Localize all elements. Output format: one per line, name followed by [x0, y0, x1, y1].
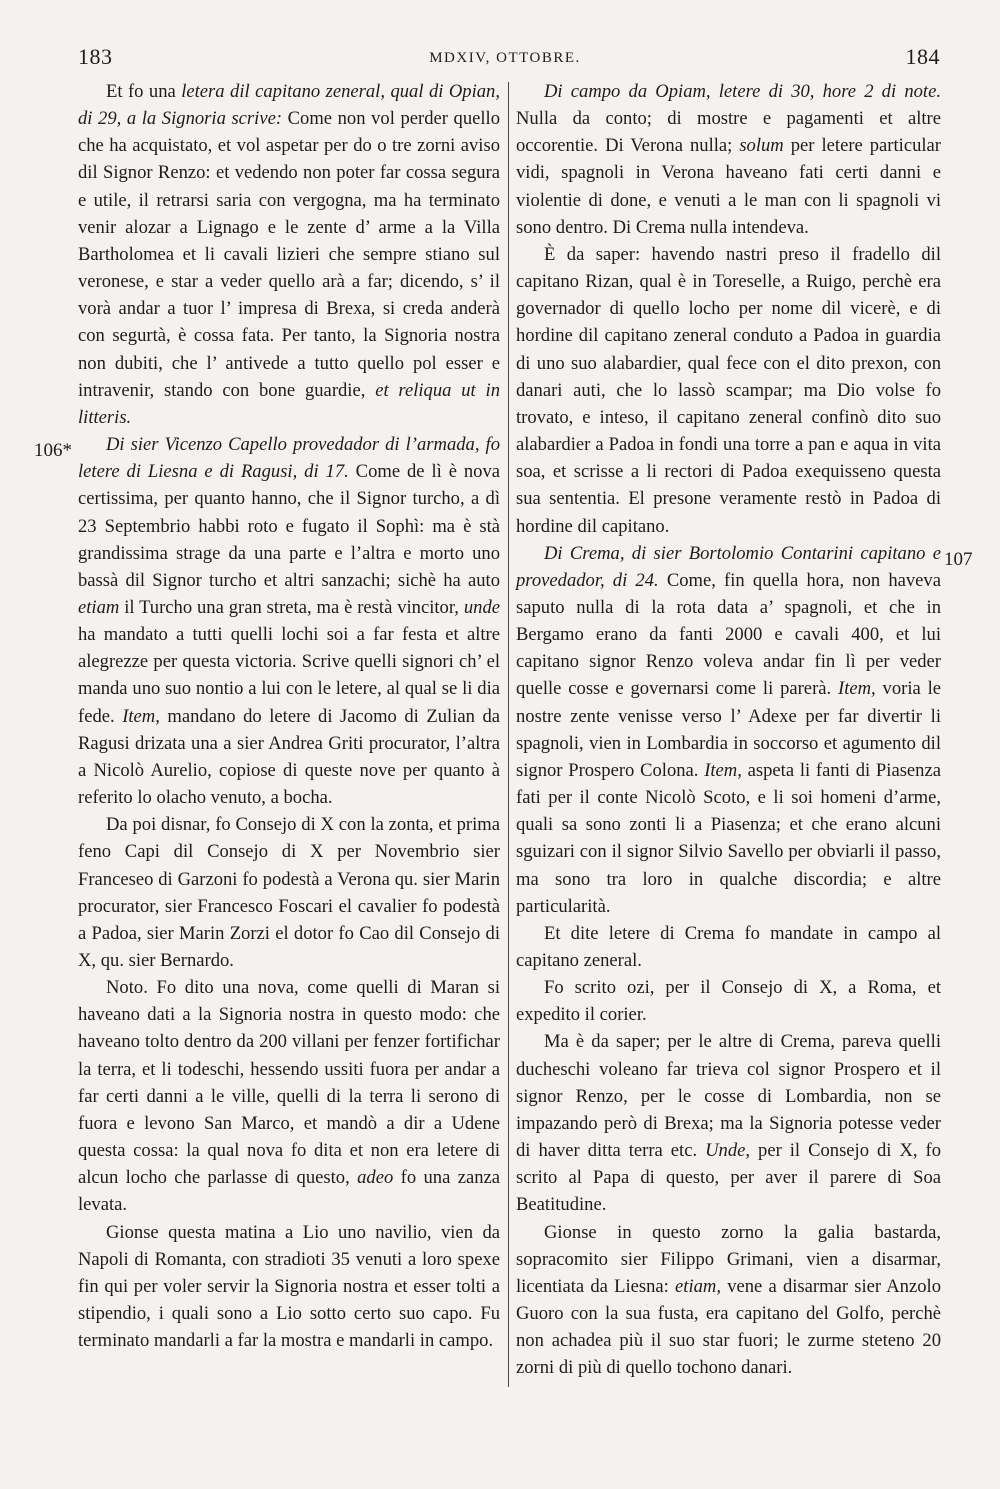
body-text: per il Consejo di X, fo scrito al Papa di questo, per aver il parere di Soa Beatitudine. — [516, 1140, 941, 1216]
page-number-left: 183 — [78, 44, 113, 69]
body-text: Et dite letere di Crema fo mandate in campo al capitano zeneral. — [516, 922, 941, 971]
paragraph — [78, 78, 500, 431]
left-column — [78, 78, 500, 1354]
italic-text: letera dil capitano zeneral, qual di Opian, di 29, a la Signoria scrive: — [78, 81, 500, 130]
body-text: vene a disarmar sier Anzolo Guoro con la sua fusta, era capitano del Golfo, perchè non achadea più il suo star fuori; le zurme steteno 20 zorni di più di quello tochono danari. — [516, 1275, 941, 1379]
body-text: ha mandato a tutti quelli lochi soi a far festa et altre alegrezze per questa victoria. Scrive quelli signori ch’ el manda uno suo nontio a lui con le letere, al qual se li dia fede. — [78, 624, 500, 727]
paragraph — [516, 540, 941, 920]
margin-note-right: 107 — [944, 549, 973, 570]
paragraph — [78, 431, 500, 811]
body-text: mandano do letere di Jacomo di Zulian da Ragusi drizata una a sier Andrea Griti procurator, l’altra a Nicolò Aurelio, copiose di queste nove per quanto à referito lo olacho venuto, a bocha. — [78, 705, 501, 809]
page-header — [70, 44, 940, 74]
body-text: Gionse questa matina a Lio uno navilio, vien da Napoli di Romanta, con stradioti 35 venuti a loro spexe fin qui per voler servir la Signoria nostra et esser tolti a stipendio, i quali sono a Lio sotto certo suo capo. Fu terminato mandarli a far la mostra e mandarli in campo. — [78, 1221, 500, 1352]
body-text: Nulla da conto; di mostre e pagamenti et altre occorentie. Di Verona nulla; — [516, 108, 941, 157]
column-divider — [508, 82, 509, 1387]
paragraph — [78, 811, 500, 974]
body-text: È da saper: havendo nastri preso il fradello dil capitano Rizan, qual è in Toreselle, a Ruigo, perchè era governador di quello locho per nome dil vicerè, e di hordine dil capitano zeneral conduto a Padoa in guardia di uno suo alabardier, qual fece con el dito prexon, con danari auti, che lo lassò scampar; ma Dio volse fo trovato, e inteso, il capitano zeneral confinò dito suo alabardier a Padoa in fondi una torre a pan e aqua in vita soa, et scrisse a li rectori di Padoa exequisseno questa sua sententia. El presone veramente restò in Padoa di hordine dil capitano. — [516, 243, 941, 537]
italic-text: etiam — [78, 596, 120, 618]
body-text: fo una zanza levata. — [78, 1167, 501, 1216]
right-column — [516, 78, 941, 1382]
italic-text: Item, — [704, 759, 742, 781]
italic-text: Item, — [122, 705, 160, 727]
body-text: Et fo una — [106, 81, 182, 102]
italic-text: et reliqua ut in litteris. — [78, 379, 500, 428]
paragraph — [516, 241, 941, 540]
body-text: Da poi disnar, fo Consejo di X con la zonta, et prima feno Capi dil Consejo di X per Novembrio sier Franceseo di Garzoni fo podestà a Verona qu. sier Marin procurator, sier Francesco Foscari el cavalier fo podestà a Padoa, sier Marin Zorzi el dotor fo Cao dil Consejo di X, qu. sier Bernardo. — [78, 814, 500, 971]
body-text: Noto. Fo dito una nova, come quelli di Maran si haveano dati a la Signoria nostra in questo modo: che haveano tolto dentro da 200 villani per fenzer fortifichar la terra, et li todeschi, hessendo ussiti fuora per andar a far certi danni a le ville, quelli di la terra li serono di fuora e levono San Marco, et mandò a dir a Udene questa cossa: la qual nova fo dita et non era letere di alcun locho che parlasse di questo, — [78, 977, 500, 1189]
body-text: voria le nostre zente venisse verso l’ Adexe per far divertir li spagnoli, vien in Lombardia in soccorso et agumento dil signor Prospero Colona. — [516, 678, 941, 781]
italic-text: Di campo da Opiam, letere di 30, hore 2 di note. — [544, 81, 941, 102]
italic-text: Unde, — [705, 1140, 751, 1162]
body-text: Come, fin quella hora, non haveva saputo nulla di la rota data a’ spagnoli, et che in Bergamo erano da fanti 2000 e cavali 400, et lui capitano signor Renzo voleva andar fin lì per veder quelle cosse e governarsi come li parerà. — [516, 569, 941, 700]
body-text: aspeta li fanti di Piasenza fati per il conte Nicolò Scoto, e li soi homeni d’arme, quali sa sono zonti li a Piasenza; et che erano alcuni sguizari con il signor Silvio Savello per obviarli il passo, ma sono tra loro in qualche discordia; e altre particularità. — [516, 759, 941, 917]
paragraph — [516, 78, 941, 241]
italic-text: etiam, — [675, 1275, 721, 1297]
italic-text: unde — [463, 596, 500, 618]
paragraph — [516, 920, 941, 974]
italic-text: Item, — [838, 678, 876, 700]
italic-text: solum — [739, 135, 784, 157]
body-text: Fo scrito ozi, per il Consejo di X, a Roma, et expedito il corier. — [516, 977, 941, 1026]
italic-text: adeo — [357, 1167, 394, 1189]
page-number-right: 184 — [905, 44, 940, 69]
running-title: MDXIV, OTTOBRE. — [429, 50, 581, 66]
italic-text: Di Crema, di sier Bortolomio Contarini capitano e provedador, di 24. — [516, 542, 941, 591]
paragraph — [516, 974, 941, 1028]
paragraph — [516, 1028, 941, 1218]
body-text: Come de lì è nova certissima, per quanto hanno, che il Signor turcho, a dì 23 Septembrio habbi roto e fugato il Sophì: ma è stà grandissima strage da una parte e l’altra e morto uno bassà dil Signor turcho et altri sanzachi; sichè ha auto — [78, 461, 500, 591]
body-text: Come non vol perder quello che ha acquistato, et vol aspetar per do o tre zorni aviso dil Signor Renzo: et vedendo non poter far cossa segura e utile, il retrarsi saria con vergogna, ma ha terminato venir alozar a Lignago e le zente d’ arme a la Villa Bartholomea et li cavali lizieri che sempre stiano sul veronese, e star a veder quello arà a far; dicendo, s’ il vorà andar a tuor l’ impresa di Brexa, si creda anderà con segurtà, è cossa fata. Per tanto, la Signoria nostra non dubiti, che l’ antivede a tutto quello pol esser e intravenir, stando con bone guardie, — [78, 108, 500, 401]
paragraph — [516, 1219, 941, 1382]
body-text: il Turcho una gran streta, ma è restà vincitor, — [119, 596, 464, 618]
paragraph — [78, 1219, 500, 1355]
paragraph — [78, 974, 500, 1218]
margin-note-left: 106* — [34, 440, 72, 461]
body-text: Ma è da saper; per le altre di Crema, pareva quelli ducheschi voleano far trieva col signor Prospero et il signor Renzo, per le cosse di Lombardia, non se impazando però di Brexa; ma la Signoria potesse veder di haver ditta terra etc. — [516, 1031, 941, 1162]
body-text: per letere particular vidi, spagnoli in Verona haveano fati certi danni e violentie di done, e venuti a le man con li spagnoli vi sono dentro. Di Crema nulla intendeva. — [516, 135, 941, 238]
body-text: Gionse in questo zorno la galia bastarda, sopracomito sier Filippo Grimani, vien a disarmar, licentiata da Liesna: — [516, 1221, 941, 1297]
italic-text: Di sier Vicenzo Capello provedador di l’armada, fo letere di Liesna e di Ragusi, di 17. — [78, 434, 500, 483]
